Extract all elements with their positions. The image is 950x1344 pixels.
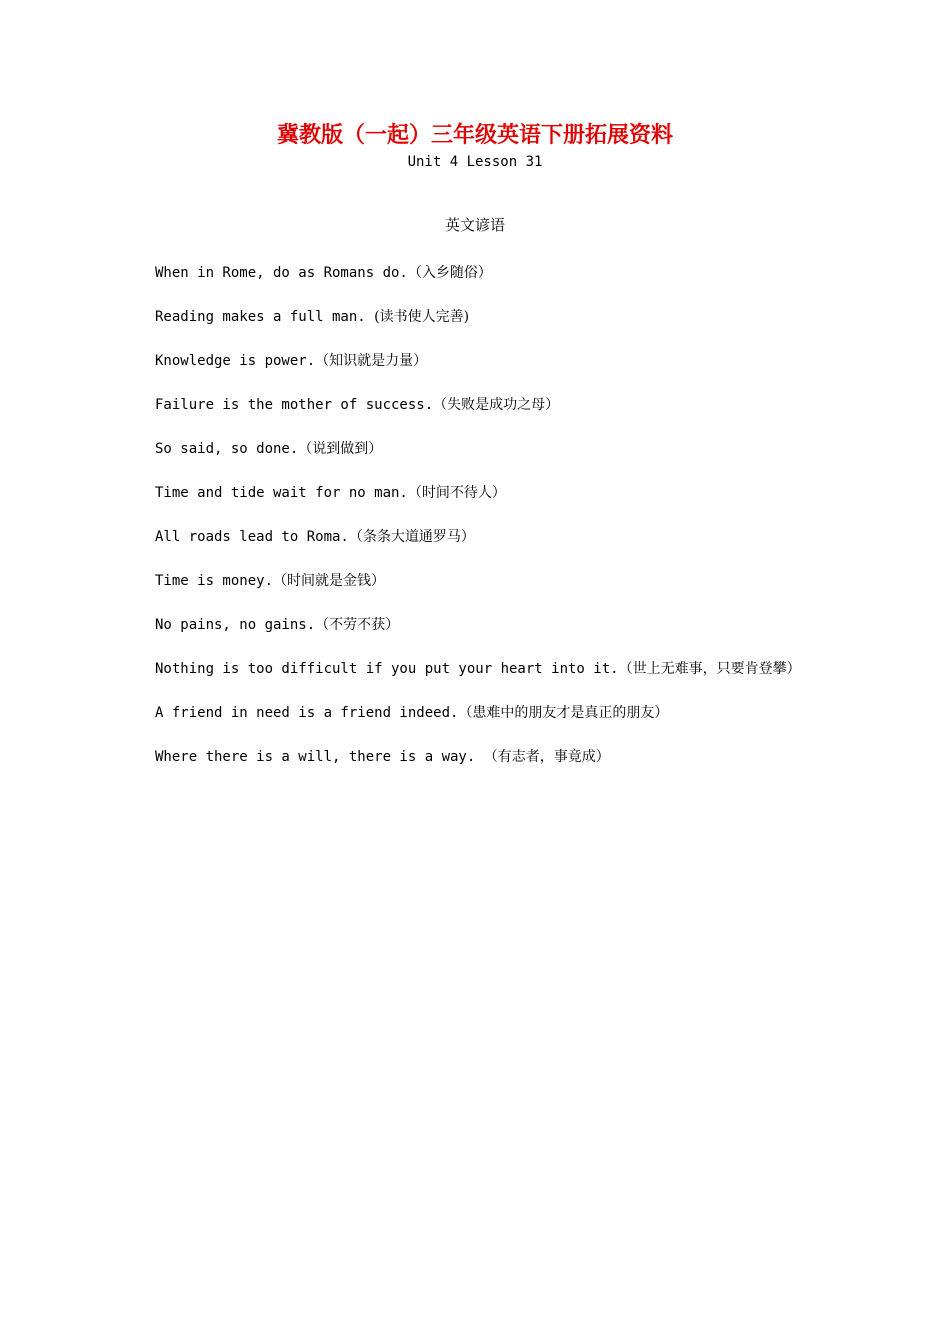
document-subtitle: Unit 4 Lesson 31 xyxy=(407,154,543,170)
proverb-english: Where there is a will, there is a way. xyxy=(155,749,484,765)
proverb-chinese: （世上无难事，只要肯登攀） xyxy=(618,661,801,677)
proverb-item xyxy=(123,434,813,465)
proverb-item xyxy=(123,478,813,509)
proverb-chinese: （条条大道通罗马） xyxy=(348,529,475,545)
proverb-english: Reading makes a full man. xyxy=(155,309,375,325)
proverb-chinese: （知识就是力量） xyxy=(315,353,428,369)
proverb-chinese: （失败是成功之母） xyxy=(433,397,560,413)
proverb-item xyxy=(123,654,813,685)
proverb-chinese: （患难中的朋友才是真正的朋友） xyxy=(458,705,669,721)
proverb-english: Knowledge is power. xyxy=(155,353,316,369)
document-title: 冀教版（一起）三年级英语下册拓展资料 xyxy=(276,122,673,148)
proverb-item xyxy=(123,346,813,377)
proverb-item xyxy=(123,742,813,773)
proverb-item xyxy=(123,566,813,597)
proverb-chinese: （说到做到） xyxy=(298,441,383,457)
section-heading: 英文谚语 xyxy=(444,216,505,234)
proverb-list xyxy=(123,258,813,786)
proverb-item xyxy=(123,258,813,289)
proverb-english: So said, so done. xyxy=(155,441,299,457)
proverb-item xyxy=(123,522,813,553)
proverb-english: When in Rome, do as Romans do. xyxy=(155,265,408,281)
proverb-item xyxy=(123,390,813,421)
proverb-english: All roads lead to Roma. xyxy=(155,529,349,545)
proverb-chinese: （不劳不获） xyxy=(315,617,400,633)
proverb-chinese: （入乡随俗） xyxy=(407,265,492,281)
proverb-chinese: （时间不待人） xyxy=(407,485,506,501)
proverb-english: No pains, no gains. xyxy=(155,617,316,633)
proverb-item xyxy=(123,302,813,333)
proverb-english: Time and tide wait for no man. xyxy=(155,485,408,501)
proverb-english: Failure is the mother of success. xyxy=(155,397,434,413)
proverb-item xyxy=(123,610,813,641)
proverb-chinese: (读书使人完善) xyxy=(374,309,470,325)
proverb-chinese: （有志者，事竟成） xyxy=(483,749,610,765)
proverb-chinese: （时间就是金钱） xyxy=(273,573,386,589)
proverb-item xyxy=(123,698,813,729)
proverb-english: Time is money. xyxy=(155,573,274,589)
proverb-english: Nothing is too difficult if you put your heart into it. xyxy=(155,661,619,677)
proverb-english: A friend in need is a friend indeed. xyxy=(155,705,459,721)
